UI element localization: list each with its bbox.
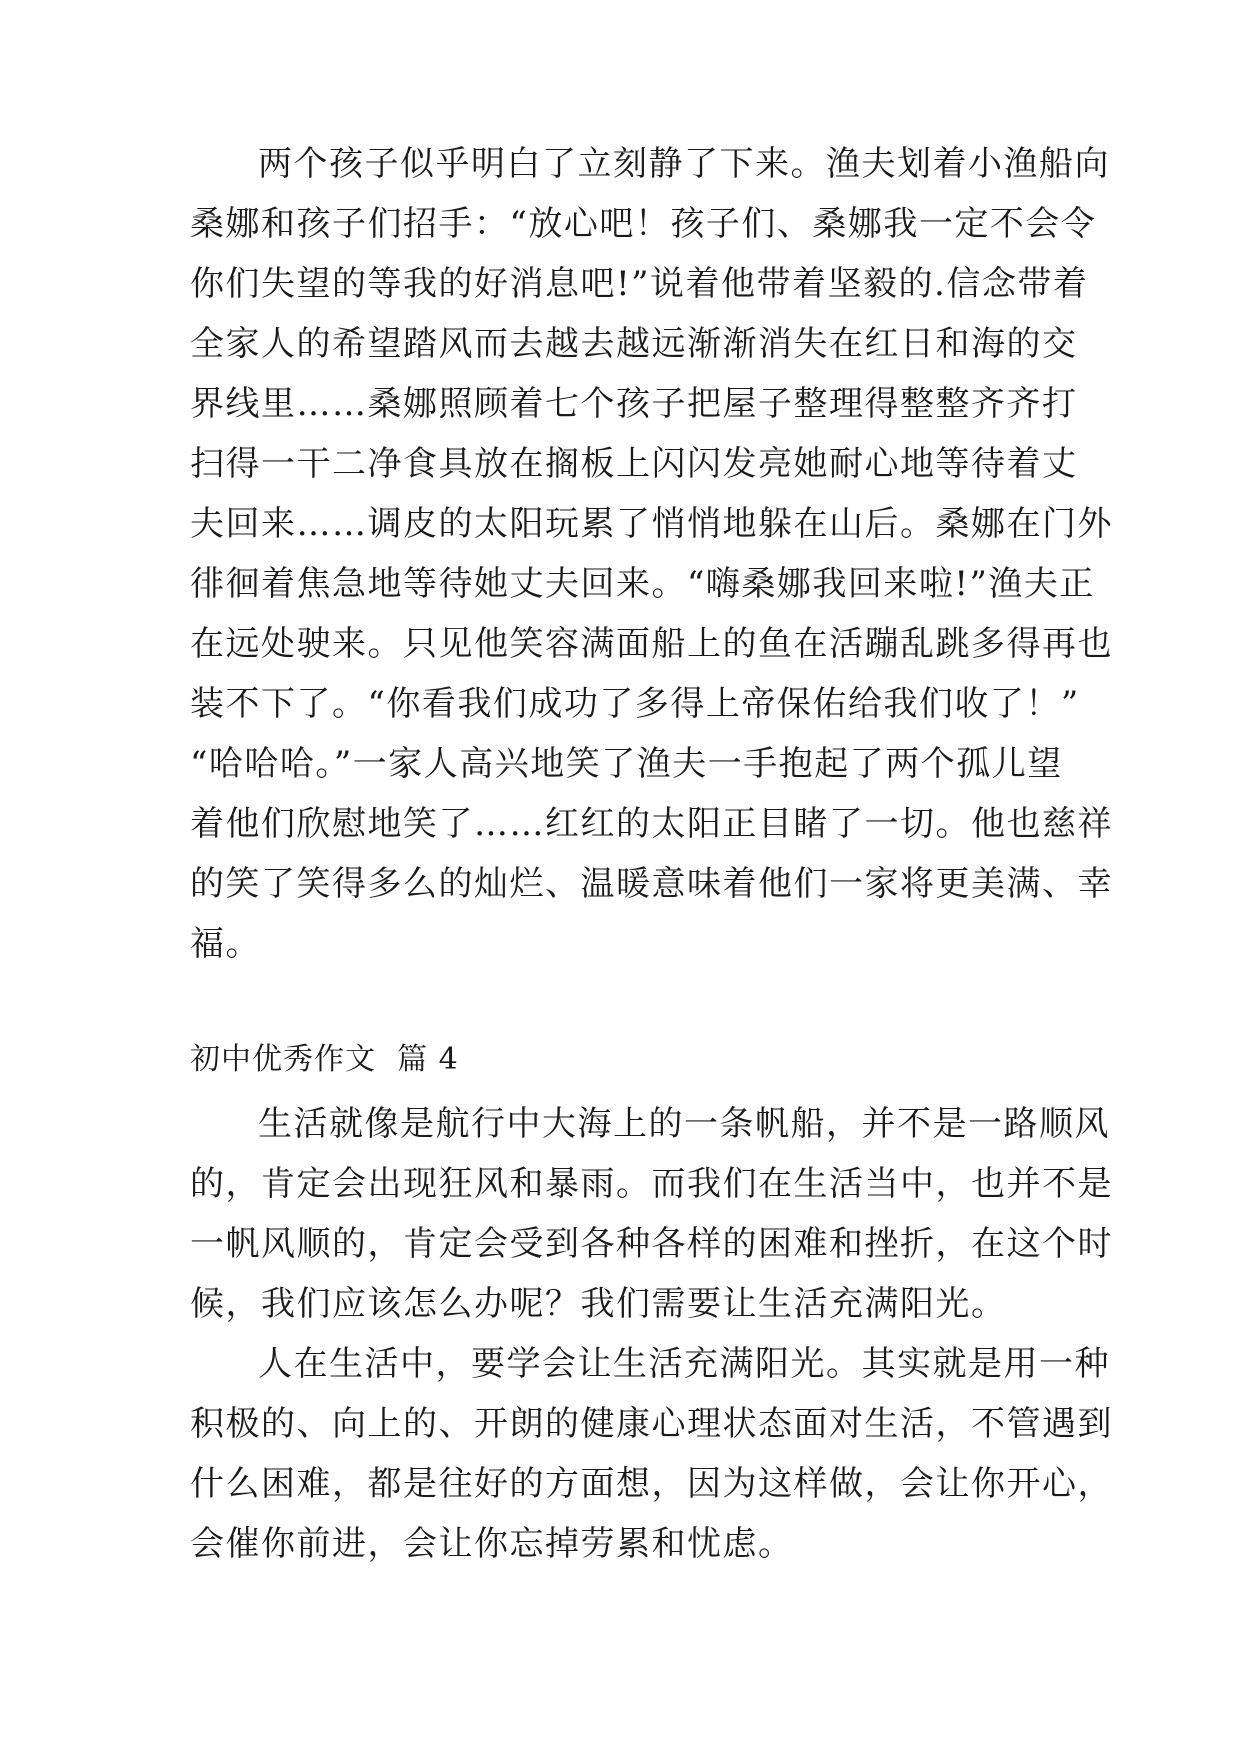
text-line: 人在生活中，要学会让生活充满阳光。其实就是用一种: [258, 1344, 1110, 1384]
text-line: 桑娜和孩子们招手：“放心吧！孩子们、桑娜我一定不会令: [190, 204, 1097, 244]
text-line: 界线里……桑娜照顾着七个孩子把屋子整理得整整齐齐打: [190, 384, 1078, 424]
text-line: 会催你前进，会让你忘掉劳累和忧虑。: [190, 1524, 794, 1564]
text-line: 生活就像是航行中大海上的一条帆船，并不是一路顺风: [258, 1104, 1110, 1144]
text-line: 福。: [190, 924, 261, 964]
text-line: 积极的、向上的、开朗的健康心理状态面对生活，不管遇到: [190, 1404, 1113, 1444]
section-heading: 初中优秀作文 篇 4: [190, 1042, 459, 1077]
text-line: 装不下了。“你看我们成功了多得上帝保佑给我们收了！”: [190, 684, 1080, 724]
text-line: 夫回来……调皮的太阳玩累了悄悄地躲在山后。桑娜在门外: [190, 504, 1113, 544]
text-line: 扫得一干二净食具放在搁板上闪闪发亮她耐心地等待着丈: [190, 444, 1078, 484]
text-line: 着他们欣慰地笑了……红红的太阳正目睹了一切。他也慈祥: [190, 804, 1113, 844]
text-line: 一帆风顺的，肯定会受到各种各样的困难和挫折，在这个时: [190, 1224, 1113, 1264]
text-line: 什么困难，都是往好的方面想，因为这样做，会让你开心，: [190, 1464, 1113, 1504]
text-line: 的，肯定会出现狂风和暴雨。而我们在生活当中，也并不是: [190, 1164, 1113, 1204]
text-line: 两个孩子似乎明白了立刻静了下来。渔夫划着小渔船向: [258, 144, 1110, 184]
text-line: 候，我们应该怎么办呢？我们需要让生活充满阳光。: [190, 1284, 1007, 1324]
text-line: “哈哈哈。”一家人高兴地笑了渔夫一手抱起了两个孤儿望: [190, 744, 1063, 784]
text-line: 你们失望的等我的好消息吧!”说着他带着坚毅的.信念带着: [190, 264, 1089, 304]
text-line: 徘徊着焦急地等待她丈夫回来。“嗨桑娜我回来啦!”渔夫正: [190, 564, 1095, 604]
text-line: 的笑了笑得多么的灿烂、温暖意味着他们一家将更美满、幸: [190, 864, 1113, 904]
text-line: 全家人的希望踏风而去越去越远渐渐消失在红日和海的交: [190, 324, 1078, 364]
text-line: 在远处驶来。只见他笑容满面船上的鱼在活蹦乱跳多得再也: [190, 624, 1113, 664]
